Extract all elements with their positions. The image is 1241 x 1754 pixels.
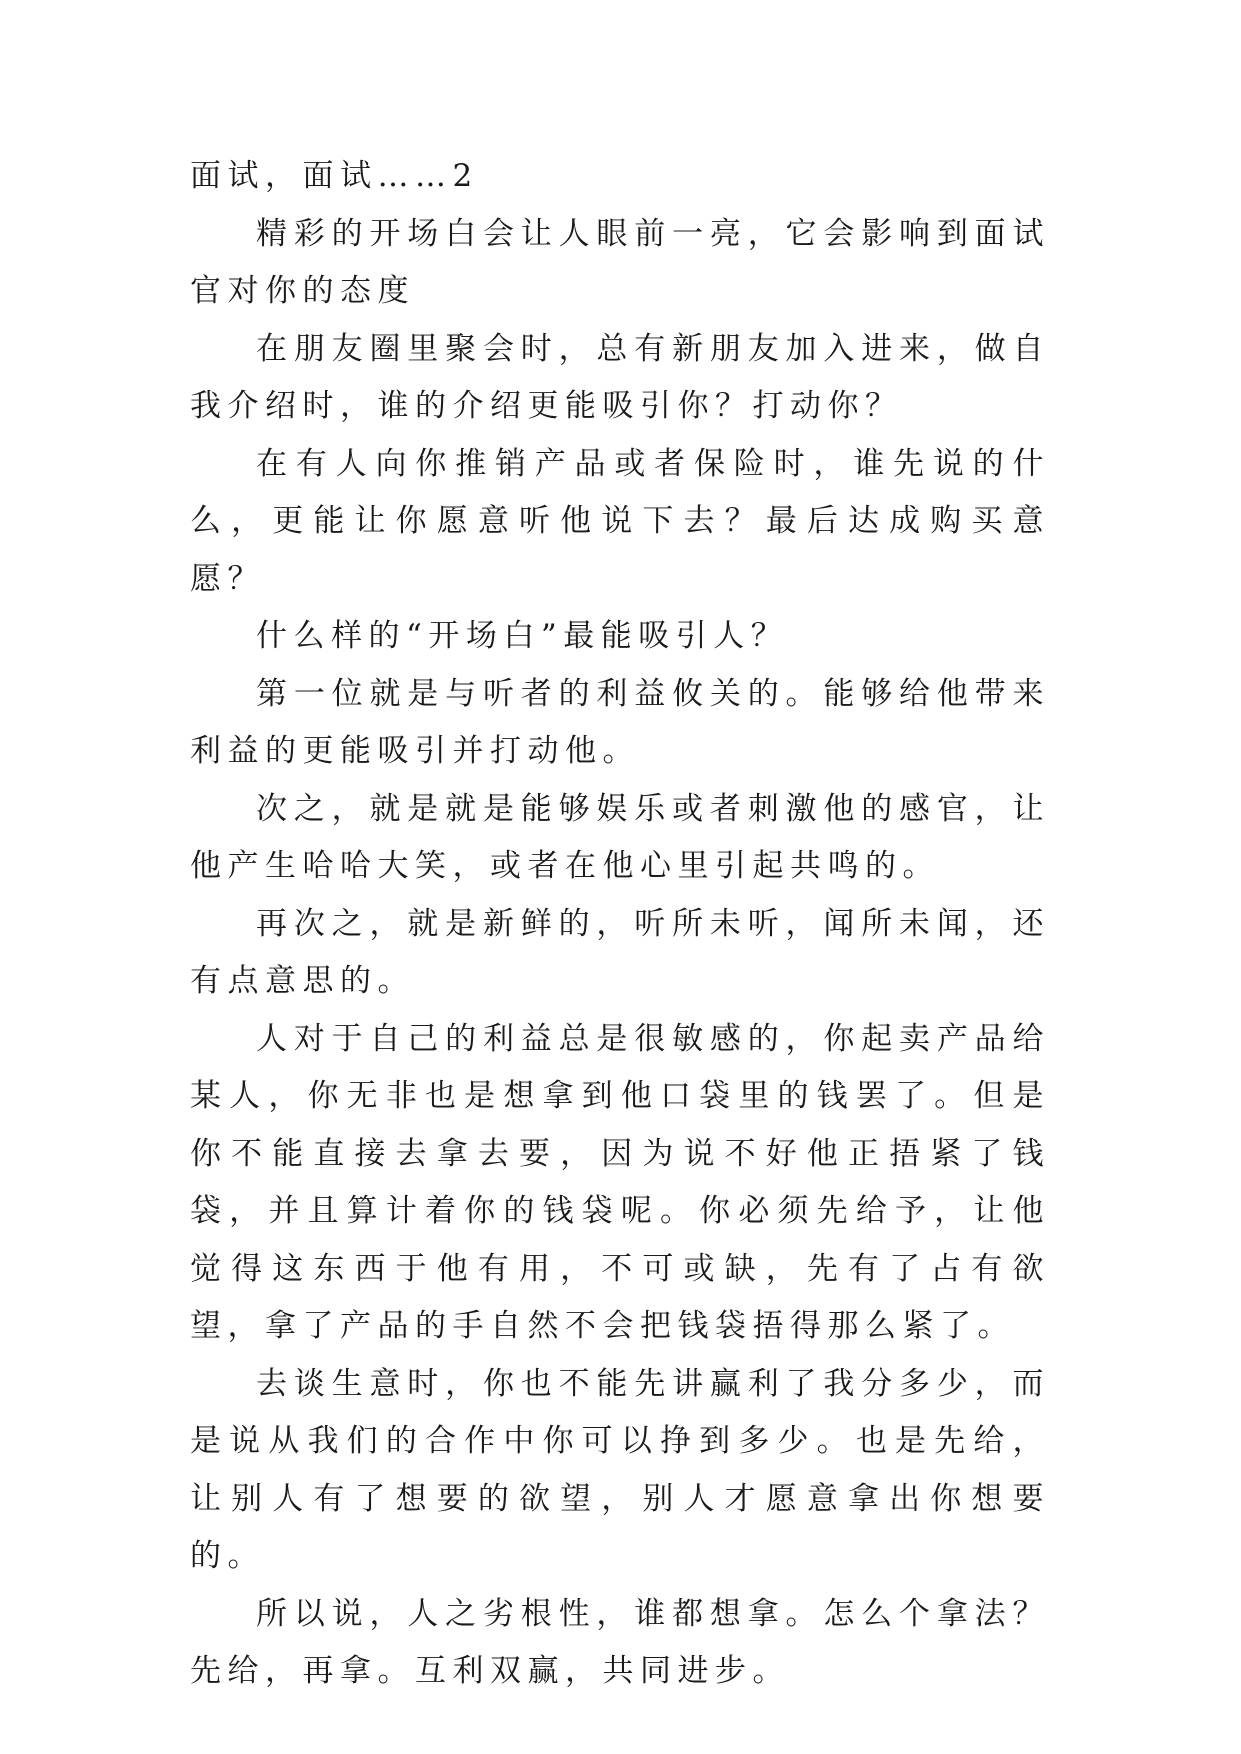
paragraph-5: 第一位就是与听者的利益攸关的。能够给他带来利益的更能吸引并打动他。: [190, 675, 1050, 769]
document-body: [190, 148, 1050, 1701]
document-heading: 面试，面试……2: [190, 158, 479, 194]
paragraph-1: 精彩的开场白会让人眼前一亮，它会影响到面试官对你的态度: [190, 215, 1050, 309]
paragraph-7: 再次之，就是新鲜的，听所未听，闻所未闻，还有点意思的。: [190, 905, 1050, 999]
paragraph-2: 在朋友圈里聚会时，总有新朋友加入进来，做自我介绍时，谁的介绍更能吸引你？打动你？: [190, 330, 1050, 424]
paragraph-8: 人对于自己的利益总是很敏感的，你起卖产品给某人，你无非也是想拿到他口袋里的钱罢了。但是你不能直接去拿去要，因为说不好他正捂紧了钱袋，并且算计着你的钱袋呢。你必须先给予，让他觉得这东西于他有用，不可或缺，先有了占有欲望，拿了产品的手自然不会把钱袋捂得那么紧了。: [190, 1020, 1050, 1344]
paragraph-4: 什么样的“开场白”最能吸引人？: [256, 618, 789, 654]
paragraph-10: 所以说，人之劣根性，谁都想拿。怎么个拿法？先给，再拿。互利双赢，共同进步。: [190, 1595, 1050, 1689]
paragraph-9: 去谈生意时，你也不能先讲赢利了我分多少，而是说从我们的合作中你可以挣到多少。也是先给，让别人有了想要的欲望，别人才愿意拿出你想要的。: [190, 1365, 1050, 1574]
paragraph-6: 次之，就是就是能够娱乐或者刺激他的感官，让他产生哈哈大笑，或者在他心里引起共鸣的。: [190, 790, 1050, 884]
paragraph-3: 在有人向你推销产品或者保险时，谁先说的什么，更能让你愿意听他说下去？最后达成购买意愿？: [190, 445, 1050, 597]
